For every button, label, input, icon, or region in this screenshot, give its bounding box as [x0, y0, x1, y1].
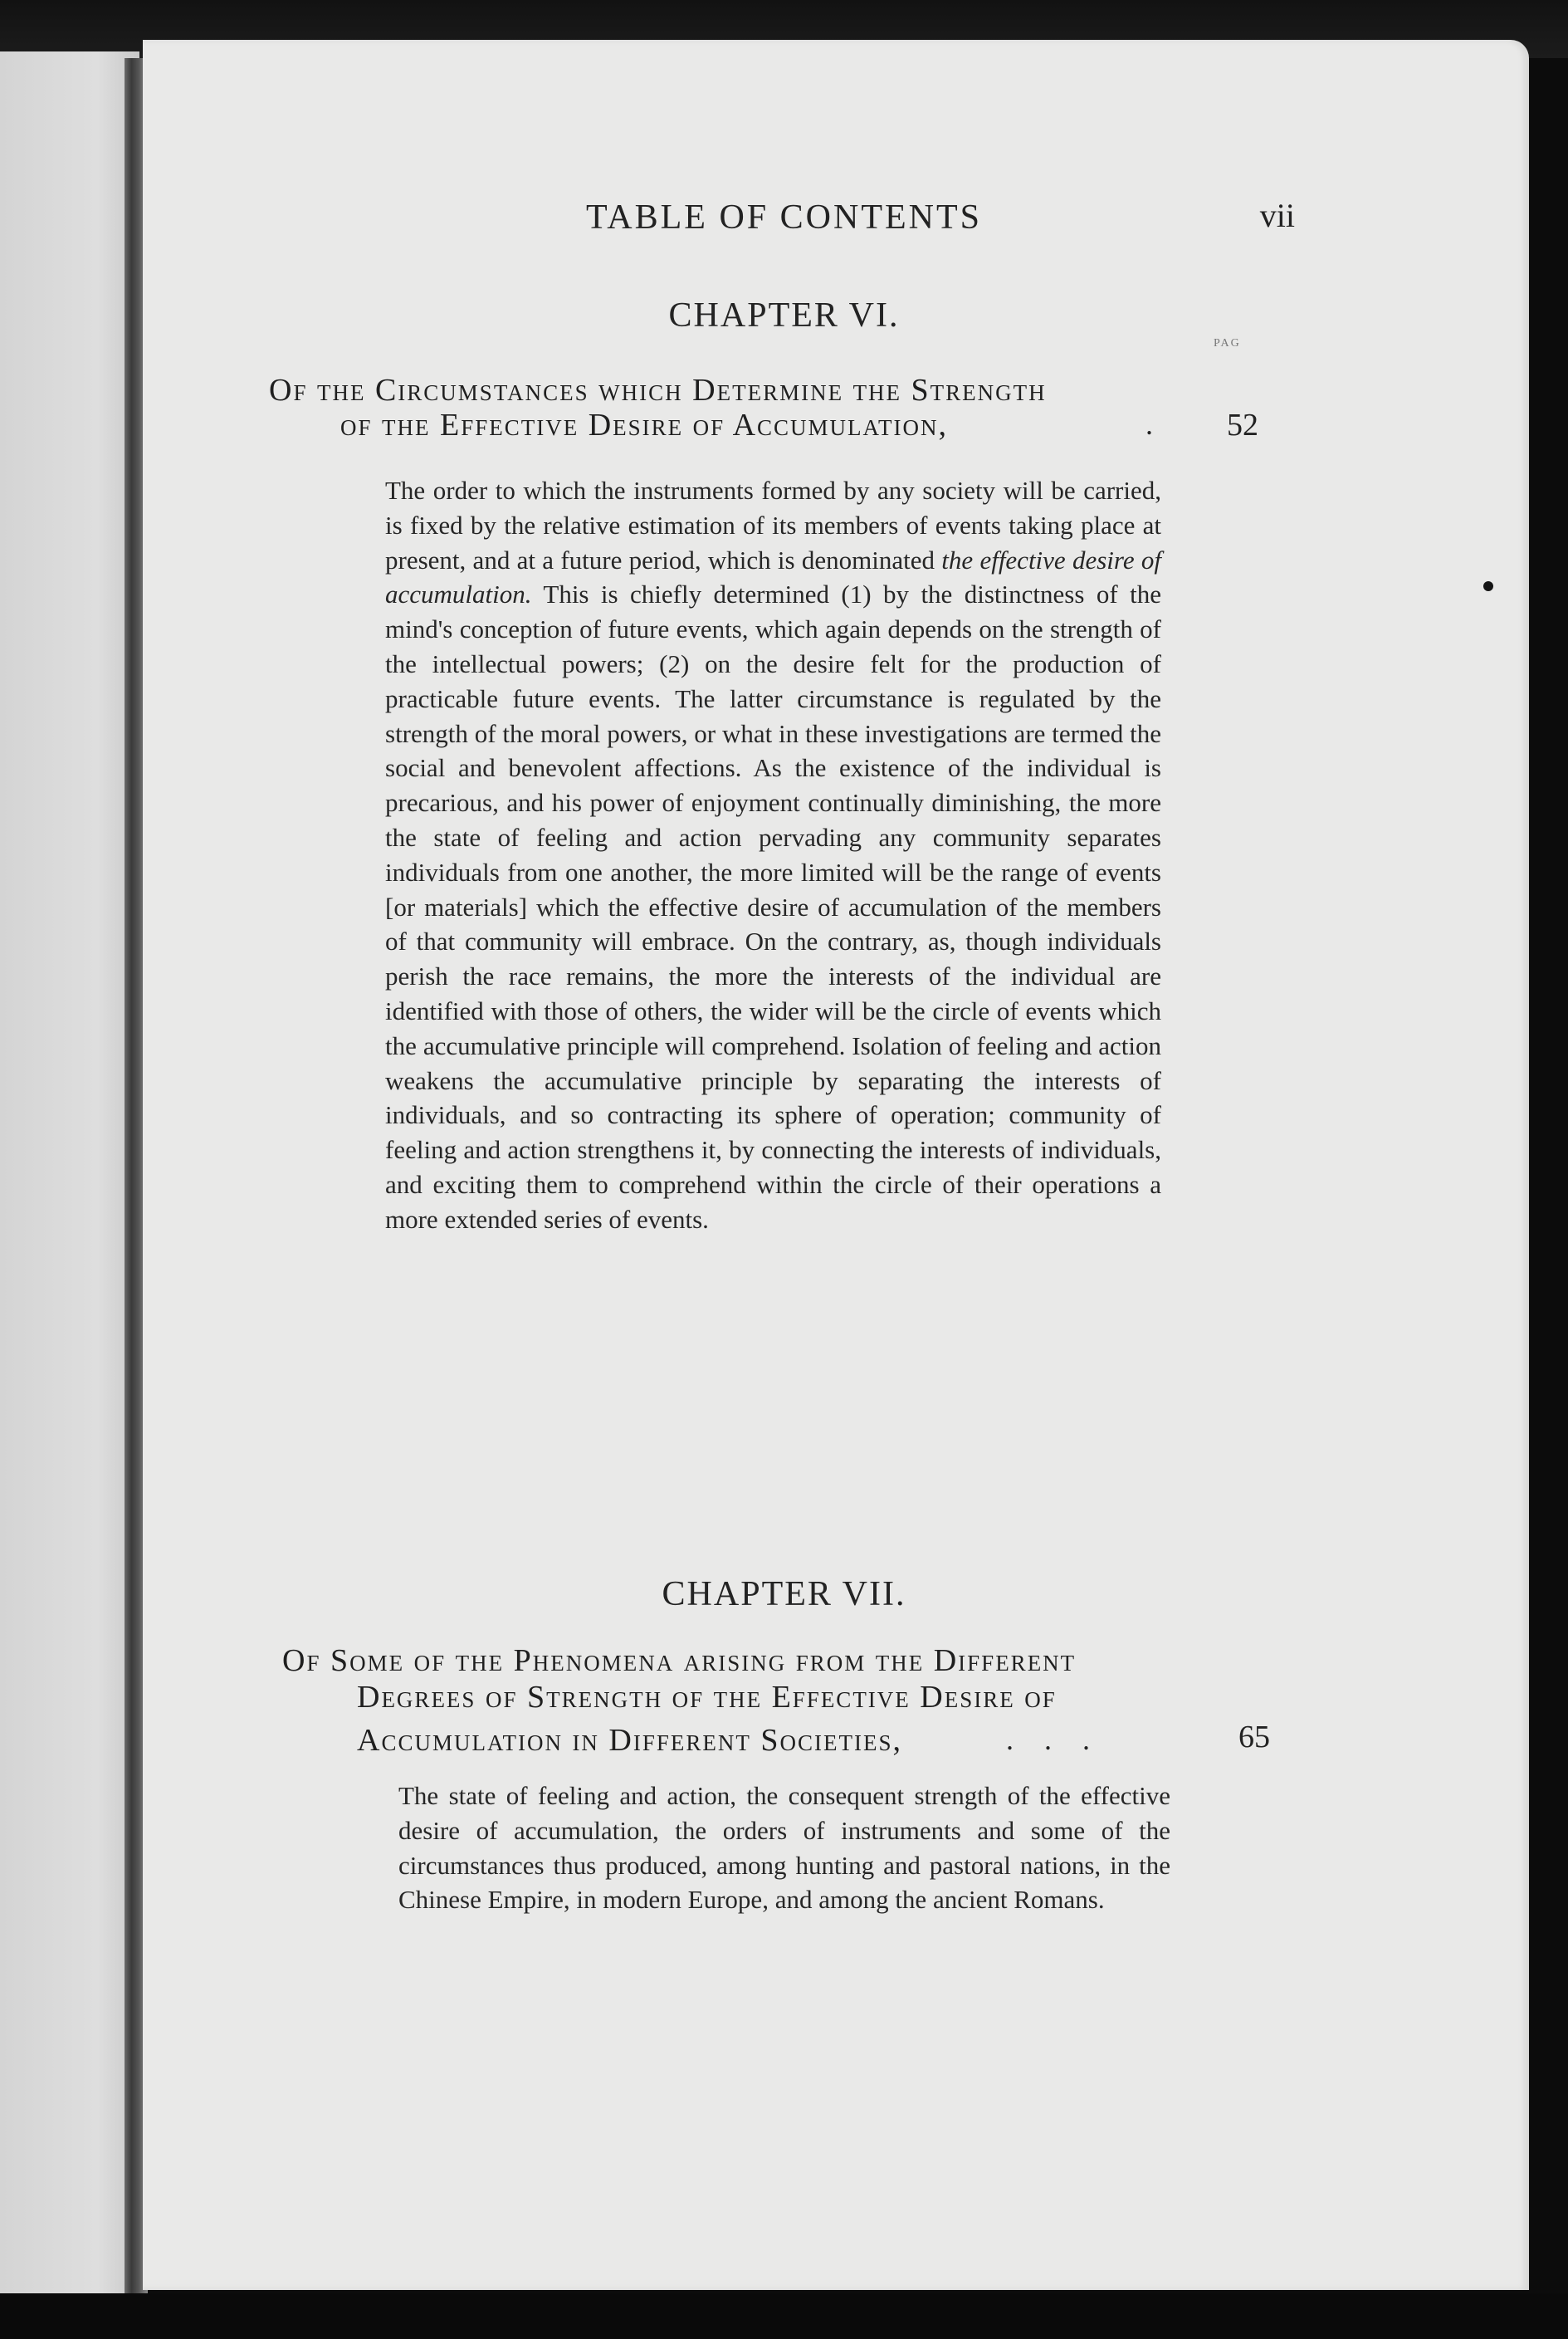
running-head-page-number: vii	[1259, 197, 1295, 234]
scan-bottom-border	[0, 2293, 1568, 2339]
summary-text: The order to which the instruments formed by any society will be carried, is fixed by the relative estimation of its members of events taking place at present, and at a future period, which is denominated	[385, 476, 1161, 575]
chapter-title-line: of the Effective Desire of Accumulation,	[340, 408, 949, 443]
chapter-page-number: 65	[1238, 1720, 1270, 1754]
chapter-title-line: Of the Circumstances which Determine the Strength	[269, 373, 1047, 408]
chapter-title-line: Accumulation in Different Societies,	[357, 1723, 903, 1758]
chapter-title-line: Degrees of Strength of the Effective Desire of	[357, 1680, 1057, 1715]
chapter-heading: CHAPTER VI.	[668, 296, 900, 335]
summary-text: The state of feeling and action, the consequent strength of the effective desire of accumulation, the orders of instruments and some of the circumstances thus produced, among hunting and pastoral nations, in the Chinese Empire, in modern Europe, and among the ancient Romans.	[398, 1781, 1170, 1915]
facing-page-edge	[0, 51, 139, 2293]
page-column-label: PAG	[1214, 337, 1241, 350]
chapter-title-line: Of Some of the Phenomena arising from the Different	[282, 1643, 1077, 1678]
chapter-summary	[385, 473, 1161, 1237]
summary-italic-term: the effective desire of accumulation.	[385, 545, 1161, 609]
ink-speck	[1483, 581, 1493, 591]
chapter-heading: CHAPTER VII.	[662, 1575, 906, 1613]
summary-text: This is chiefly determined (1) by the distinctness of the mind's conception of future events, which again depends on the strength of the intellectual powers; (2) on the desire felt for the production of practicable future events. The latter circumstance is regulated by the strength of the moral powers, or what in these investigations are termed the social and benevolent affections. As the existence of the individual is precarious, and his power of enjoyment continually diminishing, the more the state of feeling and action pervading any community separates individuals from one another, the more limited will be the range of events [or materials] which the effective desire of accumulation of the members of that community will embrace. On the contrary, as, though individuals perish the race remains, the more the interests of the individual are identified with those of others, the wider will be the circle of events which the accumulative principle will comprehend. Isolation of feeling and action weakens the accumulative principle by separating the interests of individuals, and so contracting its sphere of operation; community of feeling and action strengthens it, by connecting the interests of individuals, and exciting them to comprehend within the circle of their operations a more extended series of events.	[385, 580, 1161, 1234]
running-head-title: TABLE OF CONTENTS	[586, 198, 982, 237]
dot-leader: . . .	[1006, 1723, 1102, 1756]
chapter-page-number: 52	[1227, 408, 1258, 443]
dot-leader: .	[1145, 408, 1165, 441]
chapter-summary	[398, 1779, 1170, 1917]
